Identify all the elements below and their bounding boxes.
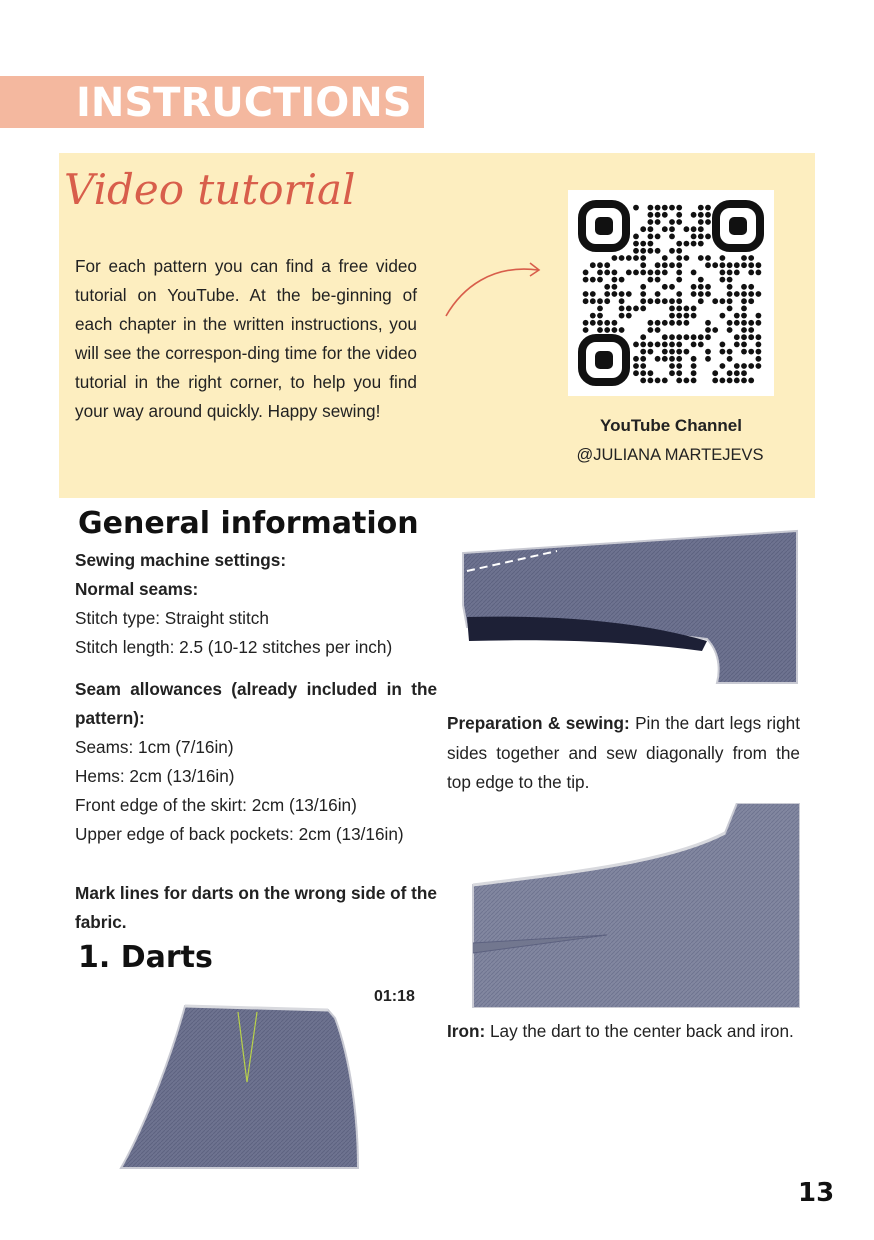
iron-caption [447, 1017, 800, 1047]
preparation-photo [447, 515, 800, 698]
darts-heading-text: 1. Darts [78, 940, 213, 975]
mark-lines-note [75, 879, 437, 937]
stitch-type: Stitch type: Straight stitch [75, 608, 269, 628]
hems-allowance: Hems: 2cm (13/16in) [75, 766, 235, 786]
video-timecode: 01:18 [374, 988, 415, 1005]
front-edge-allowance: Front edge of the skirt: 2cm (13/16in) [75, 795, 357, 815]
darts-photo [73, 990, 429, 1170]
normal-seams-label: Normal seams: [75, 579, 199, 599]
page-title: INSTRUCTIONS [76, 80, 412, 126]
seam-allowances-block [75, 675, 437, 849]
upper-edge-allowance: Upper edge of back pockets: 2cm (13/16in) [75, 824, 404, 844]
mark-lines-text: Mark lines for darts on the wrong side of the fabric. [75, 883, 437, 932]
page-number: 13 [798, 1178, 835, 1208]
youtube-channel-label: YouTube Channel [600, 416, 742, 435]
iron-photo [447, 803, 800, 1008]
seams-allowance: Seams: 1cm (7/16in) [75, 737, 234, 757]
stitch-length: Stitch length: 2.5 (10-12 stitches per inch) [75, 637, 393, 657]
general-information-heading [78, 506, 419, 541]
video-tutorial-text: For each pattern you can find a free video tutorial on YouTube. At the be-ginning of each chapter in the written instructions, you will see the correspon-ding time for the video tutorial in the right corner, to help you find your way around quickly. Happy sewing! [75, 256, 417, 421]
qr-code[interactable] [568, 190, 774, 396]
iron-text: Lay the dart to the center back and iron. [485, 1021, 794, 1041]
preparation-label: Preparation & sewing: [447, 713, 630, 733]
iron-label: Iron: [447, 1021, 486, 1041]
arrow-icon [442, 258, 546, 322]
general-information-heading-text: General information [78, 506, 419, 541]
video-tutorial-title: Video tutorial [64, 165, 356, 214]
darts-heading [78, 940, 213, 975]
instructions-banner [0, 76, 424, 128]
machine-settings-block [75, 546, 437, 662]
machine-settings-label: Sewing machine settings: [75, 550, 287, 570]
youtube-channel-handle[interactable]: @JULIANA MARTEJEVS [576, 446, 764, 464]
seam-allowances-label: Seam allowances (already included in the pattern): [75, 679, 437, 728]
preparation-text: Pin the dart legs right sides together and sew diagonally from the top edge to the tip. [447, 713, 800, 792]
preparation-caption [447, 709, 800, 798]
